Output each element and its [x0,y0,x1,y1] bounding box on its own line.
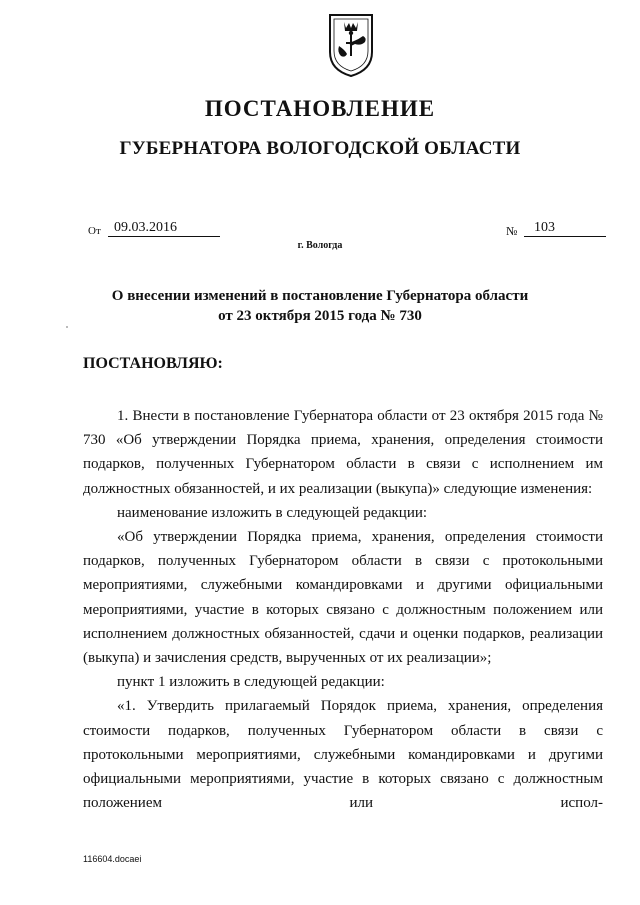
file-reference: 116604.docaei [83,854,142,864]
document-title: ПОСТАНОВЛЕНИЕ [204,96,436,121]
subject-line-1: О внесении изменений в постановление Губернатора области [111,288,529,304]
document-date: 09.03.2016 [108,220,220,237]
subject-line-2: от 23 октября 2015 года № 730 [218,308,422,324]
document-body [83,404,603,815]
document-subtitle: ГУБЕРНАТОРА ВОЛОГОДСКОЙ ОБЛАСТИ [119,138,521,159]
paragraph-1: 1. Внести в постановление Губернатора области от 23 октября 2015 года № 730 «Об утверждении Порядка приема, хранения, определения стоимости подарков, полученных Губернатором области в связи с исполнением им должностных обязанностей, и их реализации (выкупа)» следующие изменения: [83,408,603,497]
paragraph-2: наименование изложить в следующей редакции: [117,504,428,521]
document-number: 103 [524,220,606,237]
paragraph-5: «1. Утвердить прилагаемый Порядок приема, хранения, определения стоимости подарков, полученных Губернатором области в связи с протокольными мероприятиями, служебными командировками и другими официальными мероприятиями, участие в которых связано с должностным положением или испол- [83,698,603,812]
number-label: № [506,224,518,238]
decree-heading: ПОСТАНОВЛЯЮ: [83,355,223,372]
paragraph-4: пункт 1 изложить в следующей редакции: [117,674,385,691]
vologda-coat-of-arms-icon [327,12,375,78]
margin-dot [66,326,68,328]
paragraph-3: «Об утверждении Порядка приема, хранения, определения стоимости подарков, полученных Губернатором области в связи с протокольными мероприятиями, служебными командировками и другими официальными мероприятиями, участие в которых связано с должностным положением или исполнением должностных обязанностей, сдачи и оценки подарков, реализации (выкупа) и зачисления средств, вырученных от их реализации»; [83,529,603,667]
document-subject [60,286,580,326]
date-label: От [88,225,101,237]
city-name: г. Вологда [297,240,343,251]
